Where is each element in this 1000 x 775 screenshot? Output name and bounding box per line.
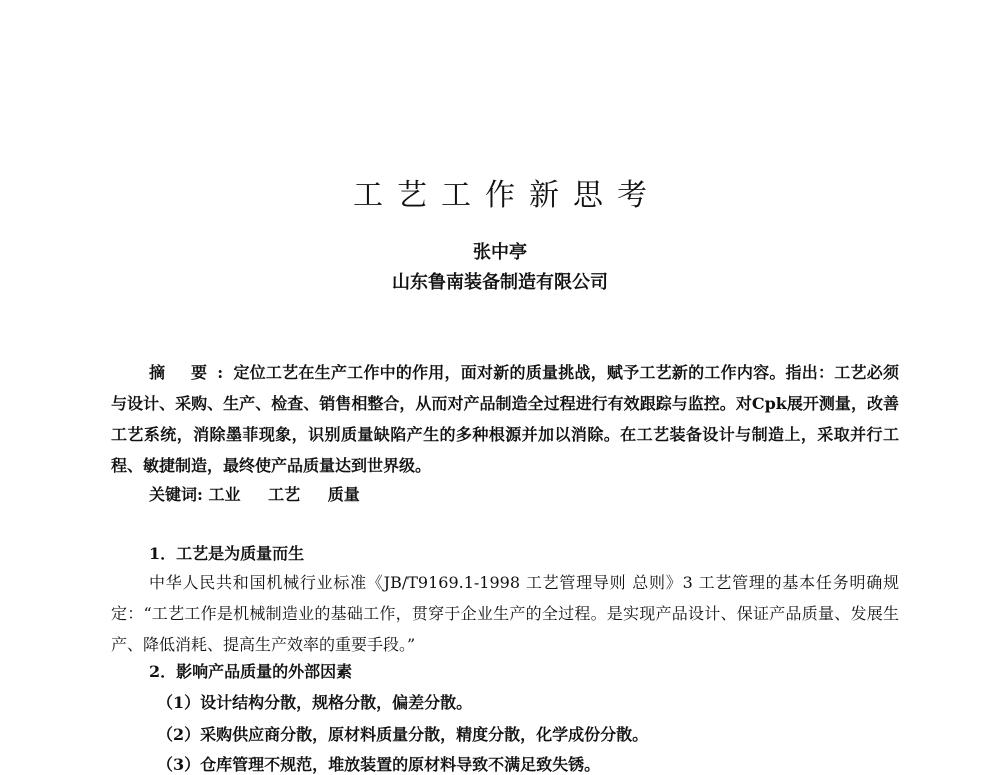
- paper-title: 工艺工作新思考: [353, 178, 661, 213]
- abstract-paragraph: [111, 357, 899, 481]
- keywords-label: 关键词:: [149, 485, 203, 504]
- keywords-line: [149, 482, 382, 505]
- abstract-text: 定位工艺在生产工作中的作用，面对新的质量挑战，赋予工艺新的工作内容。指出：工艺必须与设计、采购、生产、检查、销售相整合，从而对产品制造全过程进行有效跟踪与监控。对Cpk展开测量，改善工艺系统，消除墨菲现象，识别质量缺陷产生的多种根源并加以消除。在工艺装备设计与制造上，采取并行工程、敏捷制造，最终使产品质量达到世界级。: [111, 363, 899, 475]
- keyword: 工艺: [268, 485, 301, 504]
- abstract-label: 摘 要:: [149, 363, 234, 382]
- keyword: 工业: [208, 485, 241, 504]
- list-item: （1）设计结构分散，规格分散，偏差分散。: [157, 693, 473, 712]
- section-1-heading: 1．工艺是为质量而生: [149, 544, 305, 563]
- author-affiliation: 山东鲁南装备制造有限公司: [392, 272, 608, 293]
- section-2-heading: 2．影响产品质量的外部因素: [149, 662, 353, 681]
- keyword: 质量: [327, 485, 360, 504]
- list-item: （2）采购供应商分散，原材料质量分散，精度分散，化学成份分散。: [157, 725, 649, 744]
- section-1-paragraph: 中华人民共和国机械行业标准《JB/T9169.1-1998 工艺管理导则 总则》3 工艺管理的基本任务明确规定：“工艺工作是机械制造业的基础工作，贯穿于企业生产的全过程。是实现产品设计、保证产品质量、发展生产、降低消耗、提高生产效率的重要手段。”: [111, 573, 899, 654]
- author-name: 张中亭: [473, 242, 527, 263]
- list-item: （3）仓库管理不规范，堆放装置的原材料导致不满足致失锈。: [157, 755, 601, 774]
